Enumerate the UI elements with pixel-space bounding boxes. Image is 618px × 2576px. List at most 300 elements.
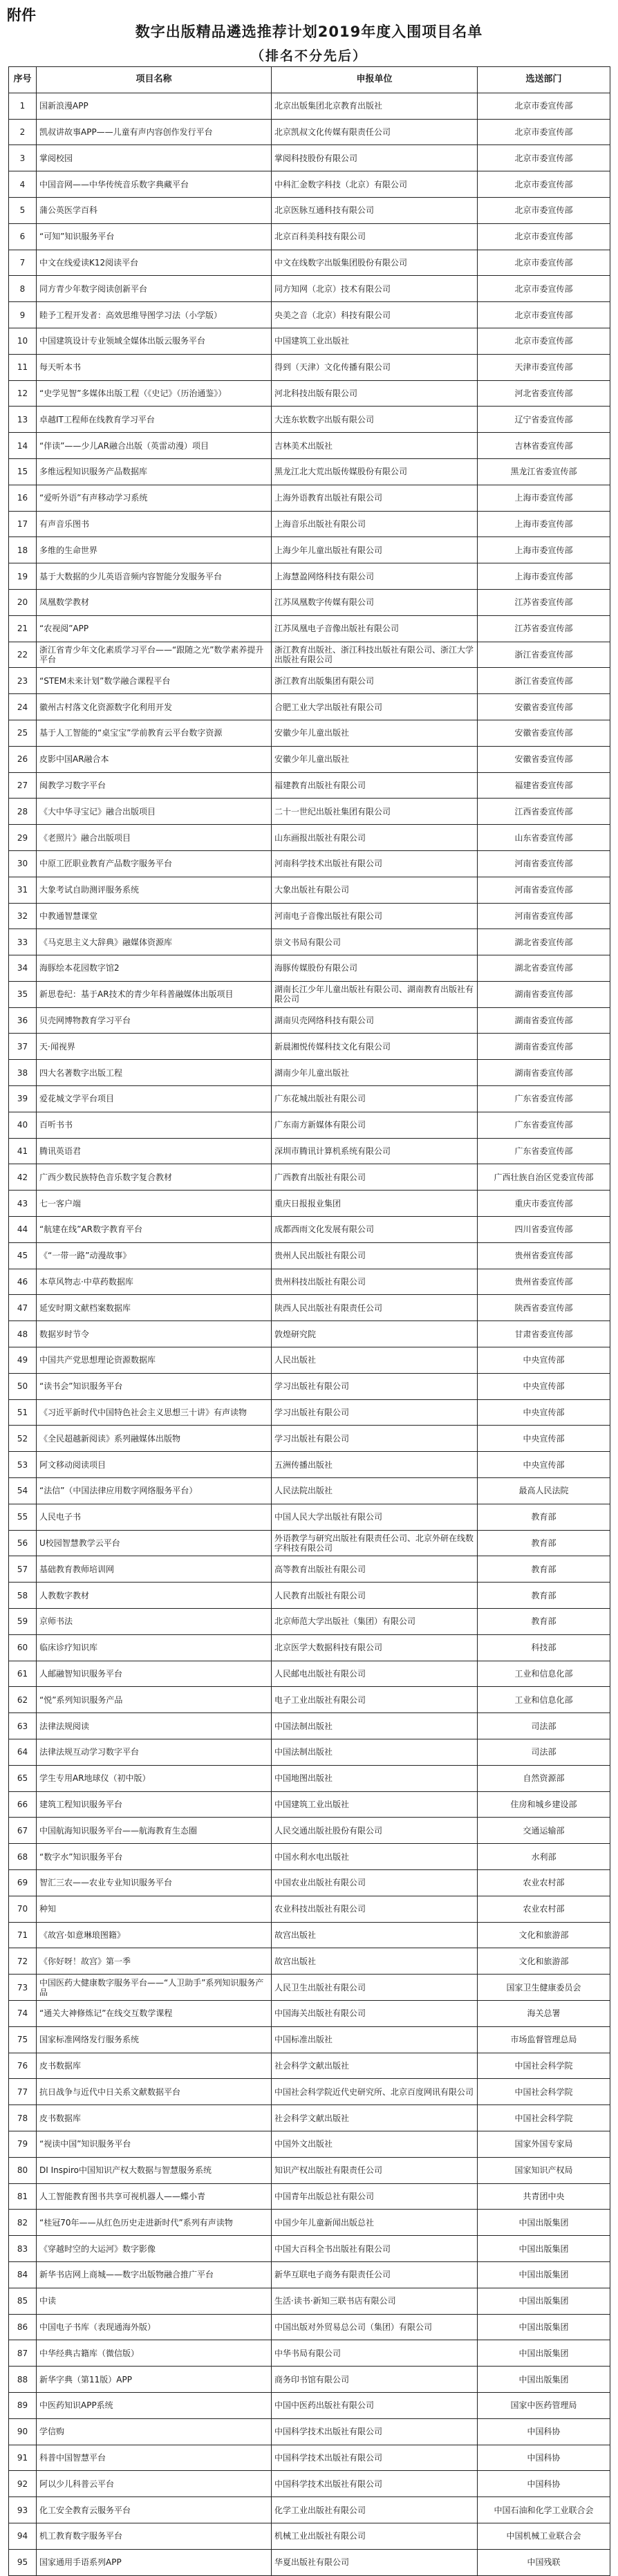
table-row bbox=[9, 589, 610, 615]
row-number: 84 bbox=[9, 2261, 37, 2288]
row-number: 40 bbox=[9, 1112, 37, 1138]
applicant-unit-cell: 中国中医药出版社有限公司 bbox=[272, 2392, 478, 2418]
applicant-unit-cell: 重庆日报报业集团 bbox=[272, 1191, 478, 1217]
applicant-unit-cell: 掌阅科技股份有限公司 bbox=[272, 145, 478, 171]
row-number: 73 bbox=[9, 1975, 37, 2001]
department-cell: 中国社会科学院 bbox=[478, 2079, 610, 2105]
project-name-cell: 多维远程知识服务产品数据库 bbox=[37, 458, 272, 485]
project-name-cell: “法信”（中国法律应用数字网络服务平台） bbox=[37, 1478, 272, 1504]
project-name-cell: 人邮融智知识服务平台 bbox=[37, 1661, 272, 1687]
applicant-unit-cell: 中国出版对外贸易总公司（集团）有限公司 bbox=[272, 2314, 478, 2340]
project-name-cell: 阿以少儿科普云平台 bbox=[37, 2471, 272, 2497]
applicant-unit-cell: 贵州科技出版社有限公司 bbox=[272, 1269, 478, 1295]
applicant-unit-cell: 故宫出版社 bbox=[272, 1948, 478, 1975]
row-number: 56 bbox=[9, 1530, 37, 1556]
table-row bbox=[9, 2079, 610, 2105]
column-header-project-name: 项目名称 bbox=[37, 67, 272, 93]
row-number: 10 bbox=[9, 328, 37, 354]
department-cell: 甘肃省委宣传部 bbox=[478, 1321, 610, 1347]
applicant-unit-cell: 中国地图出版社 bbox=[272, 1765, 478, 1791]
applicant-unit-cell: 人民卫生出版社有限公司 bbox=[272, 1975, 478, 2001]
row-number: 63 bbox=[9, 1713, 37, 1739]
department-cell: 司法部 bbox=[478, 1739, 610, 1766]
applicant-unit-cell: 浙江教育出版社、浙江科技出版社有限公司、浙江大学出版社有限公司 bbox=[272, 642, 478, 668]
applicant-unit-cell: 成都西雨文化发展有限公司 bbox=[272, 1217, 478, 1243]
table-row bbox=[9, 1242, 610, 1269]
table-row bbox=[9, 2314, 610, 2340]
project-name-cell: 《“一带一路”动漫故事》 bbox=[37, 1242, 272, 1269]
row-number: 88 bbox=[9, 2367, 37, 2393]
row-number: 34 bbox=[9, 955, 37, 982]
table-row bbox=[9, 1948, 610, 1975]
row-number: 72 bbox=[9, 1948, 37, 1975]
row-number: 39 bbox=[9, 1086, 37, 1112]
applicant-unit-cell: 五洲传播出版社 bbox=[272, 1452, 478, 1478]
row-number: 60 bbox=[9, 1634, 37, 1661]
department-cell: 山东省委宣传部 bbox=[478, 825, 610, 851]
department-cell: 陕西省委宣传部 bbox=[478, 1295, 610, 1321]
applicant-unit-cell: 得到（天津）文化传播有限公司 bbox=[272, 354, 478, 380]
department-cell: 北京市委宣传部 bbox=[478, 197, 610, 223]
department-cell: 中国石油和化学工业联合会 bbox=[478, 2497, 610, 2523]
table-row bbox=[9, 563, 610, 590]
project-name-cell: “史学见智”多媒体出版工程（《史记》（历治通鉴》） bbox=[37, 380, 272, 407]
row-number: 80 bbox=[9, 2157, 37, 2183]
applicant-unit-cell: 生活·读书·新知三联书店有限公司 bbox=[272, 2288, 478, 2314]
department-cell: 中央宣传部 bbox=[478, 1452, 610, 1478]
table-row bbox=[9, 1739, 610, 1766]
row-number: 94 bbox=[9, 2523, 37, 2549]
row-number: 13 bbox=[9, 407, 37, 433]
department-cell: 中央宣传部 bbox=[478, 1399, 610, 1426]
table-row bbox=[9, 772, 610, 799]
row-number: 65 bbox=[9, 1765, 37, 1791]
project-name-cell: 凤凰数学教材 bbox=[37, 589, 272, 615]
applicant-unit-cell: 农业科技出版社有限公司 bbox=[272, 1896, 478, 1922]
applicant-unit-cell: 北京师范大学出版社（集团）有限公司 bbox=[272, 1609, 478, 1635]
applicant-unit-cell: 外语教学与研究出版社有限责任公司、北京外研在线数字科技有限公司 bbox=[272, 1530, 478, 1556]
table-row bbox=[9, 2340, 610, 2367]
project-name-cell: 爱花城文学平台项目 bbox=[37, 1086, 272, 1112]
project-name-cell: 《大中华寻宝记》融合出版项目 bbox=[37, 799, 272, 825]
applicant-unit-cell: 新华互联电子商务有限责任公司 bbox=[272, 2261, 478, 2288]
project-name-cell: 中原工匠职业教育产品数字服务平台 bbox=[37, 850, 272, 877]
project-name-cell: DI Inspiro中国知识产权大数据与智慧服务系统 bbox=[37, 2157, 272, 2183]
project-name-cell: 中医药知识APP系统 bbox=[37, 2392, 272, 2418]
table-row bbox=[9, 955, 610, 982]
row-number: 1 bbox=[9, 93, 37, 119]
table-row bbox=[9, 1896, 610, 1922]
applicant-unit-cell: 黑龙江北大荒出版传媒股份有限公司 bbox=[272, 458, 478, 485]
project-name-cell: “数字水”知识服务平台 bbox=[37, 1844, 272, 1870]
table-row bbox=[9, 171, 610, 198]
applicant-unit-cell: 二十一世纪出版社集团有限公司 bbox=[272, 799, 478, 825]
department-cell: 安徽省委宣传部 bbox=[478, 746, 610, 772]
department-cell: 中国出版集团 bbox=[478, 2367, 610, 2393]
project-name-cell: 每天听本书 bbox=[37, 354, 272, 380]
table-row bbox=[9, 850, 610, 877]
applicant-unit-cell: 机械工业出版社有限公司 bbox=[272, 2523, 478, 2549]
applicant-unit-cell: 浙江教育出版集团有限公司 bbox=[272, 668, 478, 694]
table-row bbox=[9, 642, 610, 668]
department-cell: 湖北省委宣传部 bbox=[478, 929, 610, 955]
project-name-cell: 新思卷纪：基于AR技术的青少年科普融媒体出版项目 bbox=[37, 981, 272, 1007]
project-name-cell: 人民电子书 bbox=[37, 1504, 272, 1530]
department-cell: 国家中医药管理局 bbox=[478, 2392, 610, 2418]
table-row bbox=[9, 2288, 610, 2314]
document-subtitle: （排名不分先后） bbox=[250, 48, 367, 64]
table-row bbox=[9, 407, 610, 433]
project-name-cell: 同方青少年数字阅读创新平台 bbox=[37, 276, 272, 302]
project-name-cell: 学生专用AR地球仪（初中版） bbox=[37, 1765, 272, 1791]
applicant-unit-cell: 社会科学文献出版社 bbox=[272, 2105, 478, 2131]
applicant-unit-cell: 人民交通出版社股份有限公司 bbox=[272, 1818, 478, 1844]
table-row bbox=[9, 1504, 610, 1530]
table-row bbox=[9, 1713, 610, 1739]
project-name-cell: 国新浪漫APP bbox=[37, 93, 272, 119]
department-cell: 安徽省委宣传部 bbox=[478, 720, 610, 746]
department-cell: 河南省委宣传部 bbox=[478, 877, 610, 903]
department-cell: 中央宣传部 bbox=[478, 1347, 610, 1374]
department-cell: 北京市委宣传部 bbox=[478, 223, 610, 250]
project-name-cell: 新华书店网上商城——数字出版物融合推广平台 bbox=[37, 2261, 272, 2288]
row-number: 79 bbox=[9, 2131, 37, 2157]
applicant-unit-cell: 上海少年儿童出版社有限公司 bbox=[272, 537, 478, 563]
department-cell: 交通运输部 bbox=[478, 1818, 610, 1844]
row-number: 3 bbox=[9, 145, 37, 171]
project-name-cell: 大象考试自助测评服务系统 bbox=[37, 877, 272, 903]
row-number: 46 bbox=[9, 1269, 37, 1295]
project-name-cell: 中国建筑设计专业领域全媒体出版云服务平台 bbox=[37, 328, 272, 354]
row-number: 69 bbox=[9, 1869, 37, 1896]
project-name-cell: 抗日战争与近代中日关系文献数据平台 bbox=[37, 2079, 272, 2105]
department-cell: 中国机械工业联合会 bbox=[478, 2523, 610, 2549]
project-name-cell: 基于大数据的少儿英语音频内容智能分发服务平台 bbox=[37, 563, 272, 590]
applicant-unit-cell: 河南科学技术出版社有限公司 bbox=[272, 850, 478, 877]
project-name-cell: 化工安全教育云服务平台 bbox=[37, 2497, 272, 2523]
row-number: 4 bbox=[9, 171, 37, 198]
row-number: 90 bbox=[9, 2418, 37, 2445]
project-name-cell: 《老照片》融合出版项目 bbox=[37, 825, 272, 851]
table-row bbox=[9, 1086, 610, 1112]
table-row bbox=[9, 2445, 610, 2471]
project-name-cell: 有声音乐图书 bbox=[37, 511, 272, 537]
applicant-unit-cell: 北京百科美科技有限公司 bbox=[272, 223, 478, 250]
department-cell: 广东省委宣传部 bbox=[478, 1086, 610, 1112]
department-cell: 北京市委宣传部 bbox=[478, 93, 610, 119]
table-row bbox=[9, 119, 610, 145]
table-row bbox=[9, 1269, 610, 1295]
applicant-unit-cell: 安徽少年儿童出版社 bbox=[272, 720, 478, 746]
project-name-cell: 《你好呀！故宫》第一季 bbox=[37, 1948, 272, 1975]
table-row bbox=[9, 2000, 610, 2026]
row-number: 25 bbox=[9, 720, 37, 746]
department-cell: 湖南省委宣传部 bbox=[478, 1034, 610, 1060]
department-cell: 国家知识产权局 bbox=[478, 2157, 610, 2183]
project-name-cell: 基于人工智能的“桌宝宝”学前教育云平台数字资源 bbox=[37, 720, 272, 746]
applicant-unit-cell: 福建教育出版社有限公司 bbox=[272, 772, 478, 799]
department-cell: 上海市委宣传部 bbox=[478, 537, 610, 563]
department-cell: 浙江省委宣传部 bbox=[478, 668, 610, 694]
department-cell: 北京市委宣传部 bbox=[478, 302, 610, 328]
project-name-cell: 《全民超越新阅读》系列融媒体出版物 bbox=[37, 1426, 272, 1452]
department-cell: 文化和旅游部 bbox=[478, 1948, 610, 1975]
project-name-cell: 广西少数民族特色音乐数字复合教材 bbox=[37, 1164, 272, 1191]
project-name-cell: 百听书书 bbox=[37, 1112, 272, 1138]
department-cell: 教育部 bbox=[478, 1504, 610, 1530]
table-row bbox=[9, 825, 610, 851]
department-cell: 湖北省委宣传部 bbox=[478, 955, 610, 982]
table-row bbox=[9, 2053, 610, 2079]
applicant-unit-cell: 化学工业出版社有限公司 bbox=[272, 2497, 478, 2523]
table-row bbox=[9, 250, 610, 276]
department-cell: 市场监督管理总局 bbox=[478, 2026, 610, 2053]
row-number: 83 bbox=[9, 2236, 37, 2262]
applicant-unit-cell: 学习出版社有限公司 bbox=[272, 1399, 478, 1426]
row-number: 93 bbox=[9, 2497, 37, 2523]
table-row bbox=[9, 2105, 610, 2131]
row-number: 81 bbox=[9, 2183, 37, 2210]
applicant-unit-cell: 人民出版社 bbox=[272, 1347, 478, 1374]
project-name-cell: 中读 bbox=[37, 2288, 272, 2314]
row-number: 17 bbox=[9, 511, 37, 537]
table-row bbox=[9, 1661, 610, 1687]
project-name-cell: “可知”知识服务平台 bbox=[37, 223, 272, 250]
table-row bbox=[9, 1321, 610, 1347]
applicant-unit-cell: 同方知网（北京）技术有限公司 bbox=[272, 276, 478, 302]
department-cell: 最高人民法院 bbox=[478, 1478, 610, 1504]
department-cell: 北京市委宣传部 bbox=[478, 145, 610, 171]
applicant-unit-cell: 中国法制出版社 bbox=[272, 1713, 478, 1739]
department-cell: 湖南省委宣传部 bbox=[478, 1007, 610, 1034]
row-number: 68 bbox=[9, 1844, 37, 1870]
table-row bbox=[9, 2261, 610, 2288]
department-cell: 中国出版集团 bbox=[478, 2340, 610, 2367]
applicant-unit-cell: 社会科学文献出版社 bbox=[272, 2053, 478, 2079]
row-number: 33 bbox=[9, 929, 37, 955]
table-row bbox=[9, 1034, 610, 1060]
applicant-unit-cell: 贵州人民出版社有限公司 bbox=[272, 1242, 478, 1269]
row-number: 28 bbox=[9, 799, 37, 825]
row-number: 76 bbox=[9, 2053, 37, 2079]
project-name-cell: 《习近平新时代中国特色社会主义思想三十讲》有声读物 bbox=[37, 1399, 272, 1426]
applicant-unit-cell: 中国科学技术出版社有限公司 bbox=[272, 2471, 478, 2497]
project-name-cell: 法律法规阅读 bbox=[37, 1713, 272, 1739]
table-row bbox=[9, 1347, 610, 1374]
row-number: 53 bbox=[9, 1452, 37, 1478]
applicant-unit-cell: 中国少年儿童新闻出版总社 bbox=[272, 2210, 478, 2236]
department-cell: 河北省委宣传部 bbox=[478, 380, 610, 407]
project-name-cell: “爱听外语”有声移动学习系统 bbox=[37, 485, 272, 511]
applicant-unit-cell: 崇文书局有限公司 bbox=[272, 929, 478, 955]
table-row bbox=[9, 2026, 610, 2053]
table-row bbox=[9, 1609, 610, 1635]
department-cell: 湖南省委宣传部 bbox=[478, 981, 610, 1007]
table-row bbox=[9, 799, 610, 825]
table-row bbox=[9, 2157, 610, 2183]
project-name-cell: 凯叔讲故事APP——儿童有声内容创作发行平台 bbox=[37, 119, 272, 145]
column-header-applicant-unit: 申报单位 bbox=[272, 67, 478, 93]
row-number: 24 bbox=[9, 694, 37, 720]
applicant-unit-cell: 陕西人民出版社有限责任公司 bbox=[272, 1295, 478, 1321]
department-cell: 广东省委宣传部 bbox=[478, 1112, 610, 1138]
department-cell: 中国科协 bbox=[478, 2471, 610, 2497]
table-row bbox=[9, 1399, 610, 1426]
project-name-cell: “伴读”——少儿AR融合出版（英雷动漫）项目 bbox=[37, 433, 272, 459]
row-number: 19 bbox=[9, 563, 37, 590]
project-name-cell: 蒲公英医学百科 bbox=[37, 197, 272, 223]
row-number: 49 bbox=[9, 1347, 37, 1374]
table-row bbox=[9, 1765, 610, 1791]
department-cell: 自然资源部 bbox=[478, 1765, 610, 1791]
department-cell: 浙江省委宣传部 bbox=[478, 642, 610, 668]
department-cell: 贵州省委宣传部 bbox=[478, 1242, 610, 1269]
department-cell: 黑龙江省委宣传部 bbox=[478, 458, 610, 485]
department-cell: 江西省委宣传部 bbox=[478, 799, 610, 825]
department-cell: 中国社会科学院 bbox=[478, 2105, 610, 2131]
applicant-unit-cell: 中国社会科学院近代史研究所、北京百度网讯有限公司 bbox=[272, 2079, 478, 2105]
table-row bbox=[9, 2549, 610, 2575]
department-cell: 中国社会科学院 bbox=[478, 2053, 610, 2079]
table-row bbox=[9, 2497, 610, 2523]
project-name-cell: 掌阅校园 bbox=[37, 145, 272, 171]
applicant-unit-cell: 中国外文出版社 bbox=[272, 2131, 478, 2157]
project-name-cell: 浙江省青少年文化素质学习平台——“跟随之光”数学素养提升平台 bbox=[37, 642, 272, 668]
table-row bbox=[9, 1687, 610, 1713]
department-cell: 中国出版集团 bbox=[478, 2314, 610, 2340]
applicant-unit-cell: 商务印书馆有限公司 bbox=[272, 2367, 478, 2393]
project-name-cell: 智汇三农——农业专业知识服务平台 bbox=[37, 1869, 272, 1896]
project-name-cell: 数据岁时节令 bbox=[37, 1321, 272, 1347]
project-name-cell: 天·闻视界 bbox=[37, 1034, 272, 1060]
project-name-cell: 中华经典古籍库（微信版） bbox=[37, 2340, 272, 2367]
row-number: 47 bbox=[9, 1295, 37, 1321]
table-row bbox=[9, 2418, 610, 2445]
row-number: 59 bbox=[9, 1609, 37, 1635]
applicant-unit-cell: 山东画报出版社有限公司 bbox=[272, 825, 478, 851]
row-number: 30 bbox=[9, 850, 37, 877]
applicant-unit-cell: 上海外语教育出版社有限公司 bbox=[272, 485, 478, 511]
project-name-cell: 阿文移动阅读项目 bbox=[37, 1452, 272, 1478]
applicant-unit-cell: 湖南少年儿童出版社 bbox=[272, 1060, 478, 1086]
department-cell: 中国科协 bbox=[478, 2418, 610, 2445]
row-number: 23 bbox=[9, 668, 37, 694]
applicant-unit-cell: 北京出版集团北京教育出版社 bbox=[272, 93, 478, 119]
applicant-unit-cell: 人民教育出版社有限公司 bbox=[272, 1583, 478, 1609]
row-number: 35 bbox=[9, 981, 37, 1007]
row-number: 57 bbox=[9, 1556, 37, 1583]
applicant-unit-cell: 广东花城出版社有限公司 bbox=[272, 1086, 478, 1112]
attachment-label: 附件 bbox=[7, 7, 36, 24]
applicant-unit-cell: 中国人民大学出版社有限公司 bbox=[272, 1504, 478, 1530]
row-number: 20 bbox=[9, 589, 37, 615]
project-name-cell: 延安时期文献档案数据库 bbox=[37, 1295, 272, 1321]
applicant-unit-cell: 中国科学技术出版社有限公司 bbox=[272, 2418, 478, 2445]
project-name-cell: 新华字典（第11版）APP bbox=[37, 2367, 272, 2393]
row-number: 9 bbox=[9, 302, 37, 328]
department-cell: 农业农村部 bbox=[478, 1896, 610, 1922]
department-cell: 安徽省委宣传部 bbox=[478, 694, 610, 720]
row-number: 87 bbox=[9, 2340, 37, 2367]
department-cell: 河南省委宣传部 bbox=[478, 850, 610, 877]
applicant-unit-cell: 安徽少年儿童出版社 bbox=[272, 746, 478, 772]
project-name-cell: 皮影中国AR融合本 bbox=[37, 746, 272, 772]
table-row bbox=[9, 433, 610, 459]
table-row bbox=[9, 1164, 610, 1191]
project-name-cell: 中国电子书库（表现通海外版） bbox=[37, 2314, 272, 2340]
table-row bbox=[9, 668, 610, 694]
department-cell: 中国出版集团 bbox=[478, 2288, 610, 2314]
applicant-unit-cell: 故宫出版社 bbox=[272, 1922, 478, 1948]
project-name-cell: 中国航海知识服务平台——航海教育生态圈 bbox=[37, 1818, 272, 1844]
project-name-cell: “悦”系列知识服务产品 bbox=[37, 1687, 272, 1713]
applicant-unit-cell: 知识产权出版社有限责任公司 bbox=[272, 2157, 478, 2183]
department-cell: 江苏省委宣传部 bbox=[478, 615, 610, 642]
department-cell: 河南省委宣传部 bbox=[478, 903, 610, 929]
row-number: 91 bbox=[9, 2445, 37, 2471]
applicant-unit-cell: 北京凯叔文化传媒有限责任公司 bbox=[272, 119, 478, 145]
table-row bbox=[9, 1975, 610, 2001]
department-cell: 广东省委宣传部 bbox=[478, 1138, 610, 1164]
table-row bbox=[9, 328, 610, 354]
project-name-cell: 中国共产党思想理论资源数据库 bbox=[37, 1347, 272, 1374]
table-row bbox=[9, 877, 610, 903]
table-row bbox=[9, 1478, 610, 1504]
applicant-unit-cell: 广东南方新媒体有限公司 bbox=[272, 1112, 478, 1138]
applicant-unit-cell: 北京医学大数据科技有限公司 bbox=[272, 1634, 478, 1661]
table-row bbox=[9, 1583, 610, 1609]
table-row bbox=[9, 1530, 610, 1556]
department-cell: 中央宣传部 bbox=[478, 1426, 610, 1452]
table-row bbox=[9, 615, 610, 642]
table-row bbox=[9, 1217, 610, 1243]
project-name-cell: “读书会”知识服务平台 bbox=[37, 1373, 272, 1399]
table-row bbox=[9, 1869, 610, 1896]
row-number: 52 bbox=[9, 1426, 37, 1452]
department-cell: 四川省委宣传部 bbox=[478, 1217, 610, 1243]
department-cell: 江苏省委宣传部 bbox=[478, 589, 610, 615]
applicant-unit-cell: 江苏凤凰电子音像出版社有限公司 bbox=[272, 615, 478, 642]
row-number: 55 bbox=[9, 1504, 37, 1530]
applicant-unit-cell: 湖南贝壳网络科技有限公司 bbox=[272, 1007, 478, 1034]
table-row bbox=[9, 1634, 610, 1661]
row-number: 42 bbox=[9, 1164, 37, 1191]
table-row bbox=[9, 1556, 610, 1583]
applicant-unit-cell: 新晨湘悦传媒科技文化有限公司 bbox=[272, 1034, 478, 1060]
department-cell: 广西壮族自治区党委宣传部 bbox=[478, 1164, 610, 1191]
applicant-unit-cell: 大连东软数字出版有限公司 bbox=[272, 407, 478, 433]
row-number: 29 bbox=[9, 825, 37, 851]
department-cell: 湖南省委宣传部 bbox=[478, 1060, 610, 1086]
project-name-cell: 学信购 bbox=[37, 2418, 272, 2445]
project-name-cell: “STEM未来计划”数学融合课程平台 bbox=[37, 668, 272, 694]
project-name-cell: “视读中国”知识服务平台 bbox=[37, 2131, 272, 2157]
applicant-unit-cell: 人民法院出版社 bbox=[272, 1478, 478, 1504]
row-number: 86 bbox=[9, 2314, 37, 2340]
table-row bbox=[9, 2392, 610, 2418]
table-row bbox=[9, 1426, 610, 1452]
table-row bbox=[9, 145, 610, 171]
row-number: 50 bbox=[9, 1373, 37, 1399]
department-cell: 天津市委宣传部 bbox=[478, 354, 610, 380]
table-row bbox=[9, 981, 610, 1007]
project-name-cell: U校园智慧教学云平台 bbox=[37, 1530, 272, 1556]
table-header-row bbox=[9, 67, 610, 93]
table-row bbox=[9, 276, 610, 302]
applicant-unit-cell: 河南电子音像出版社有限公司 bbox=[272, 903, 478, 929]
row-number: 26 bbox=[9, 746, 37, 772]
table-row bbox=[9, 903, 610, 929]
